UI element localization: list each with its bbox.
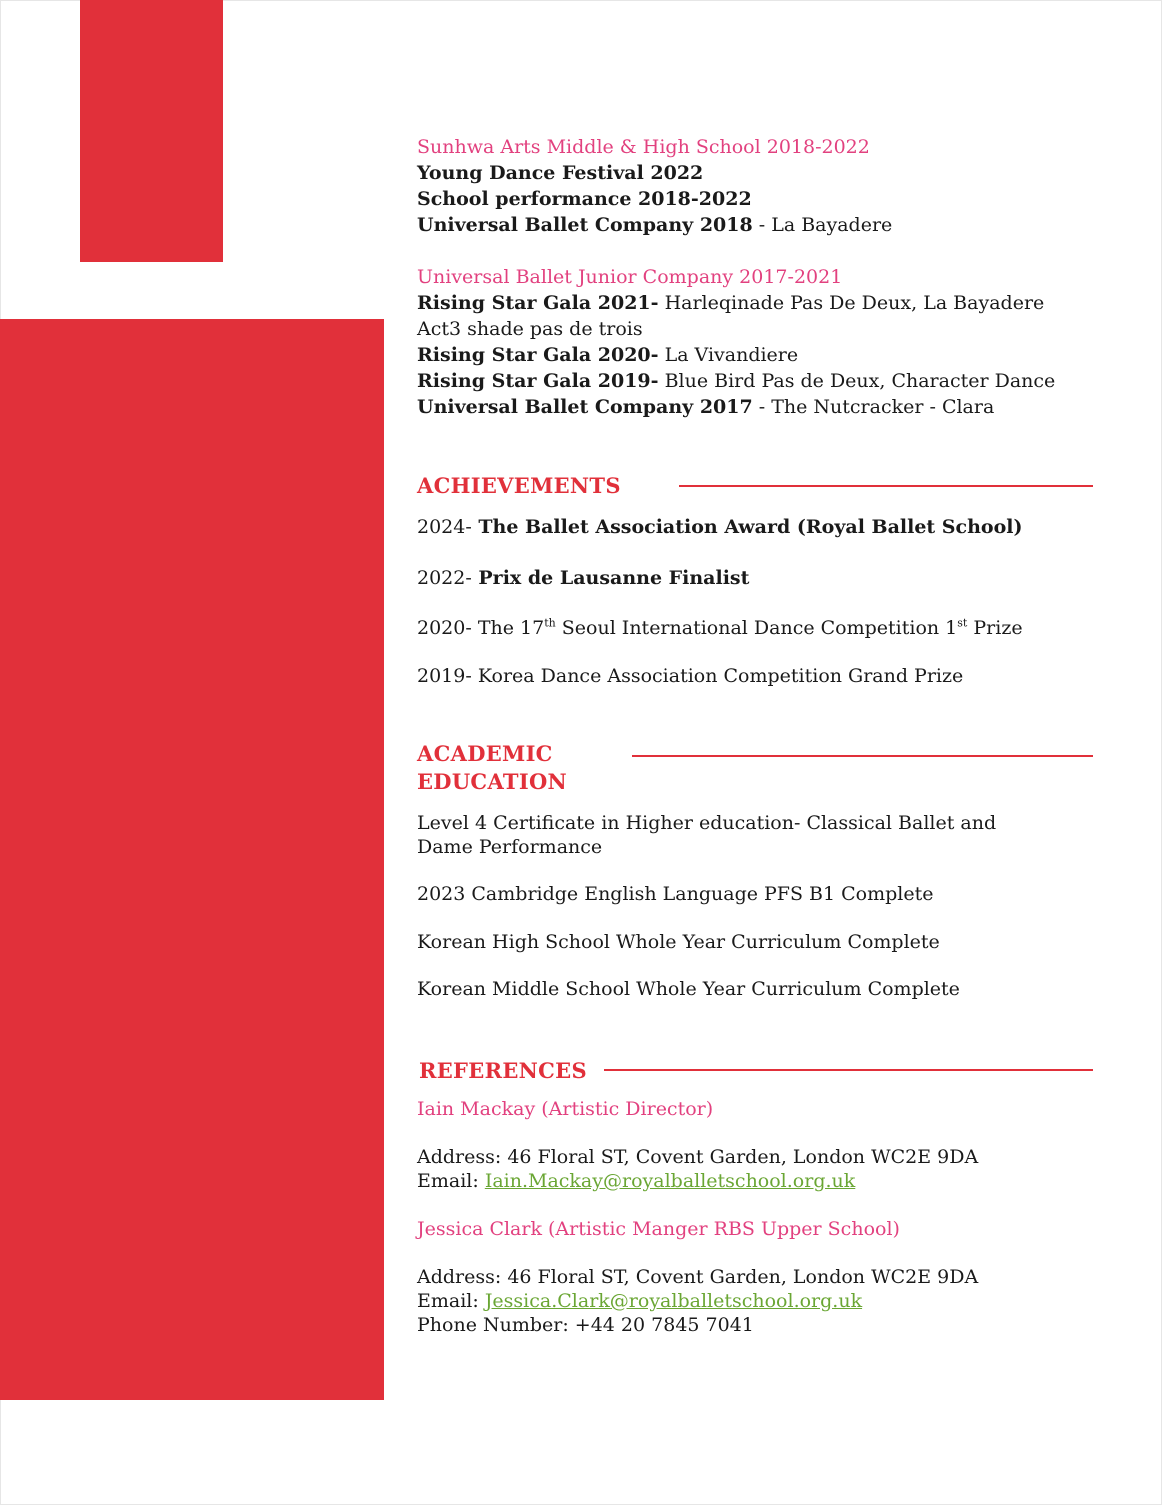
references-heading-row [419,1057,1099,1085]
performance-item: Rising Star Gala 2021- Harleqinade Pas De Deux, La Bayadere Act3 shade pas de trois [417,292,1045,340]
education-item: Korean Middle School Whole Year Curriculum Complete [417,978,960,1000]
email-link[interactable]: Jessica.Clark@royalballetschool.org.uk [484,1290,863,1312]
education-heading: ACADEMIC EDUCATION [417,741,568,794]
references-section [419,1057,1099,1085]
decorative-red-block-side [0,319,384,1400]
sunhwa-title: Sunhwa Arts Middle & High School 2018-2022 [417,136,870,158]
performance-item: School performance 2018-2022 [417,188,752,210]
education-item: Level 4 Certificate in Higher education- Classical Ballet and Dame Performance [417,812,997,858]
reference-phone: Phone Number: +44 20 7845 7041 [417,1314,754,1336]
sunhwa-group [417,134,1097,238]
performance-item: Universal Ballet Company 2018 - La Bayadere [417,214,893,236]
performance-item: Rising Star Gala 2020- La Vivandiere [417,344,799,366]
section-rule [604,1069,1093,1071]
achievement-item: 2024- The Ballet Association Award (Royal Ballet School) [417,516,1023,538]
reference-address: Address: 46 Floral ST, Covent Garden, London WC2E 9DA [417,1266,979,1288]
reference-name: Jessica Clark (Artistic Manger RBS Upper School) [417,1218,900,1240]
ubjc-group [417,264,1097,420]
section-rule [679,485,1093,487]
performance-section [417,134,1097,432]
education-heading-row [417,740,1097,796]
achievement-item: 2020- The 17th Seoul International Dance Competition 1st Prize [417,616,1023,639]
references-list [417,1097,1097,1337]
reference-email-line: Email: Iain.Mackay@royalballetschool.org.uk [417,1170,856,1192]
achievements-heading: ACHIEVEMENTS [417,473,621,498]
performance-item: Rising Star Gala 2019- Blue Bird Pas de Deux, Character Dance [417,370,1056,392]
reference-name: Iain Mackay (Artistic Director) [417,1098,714,1120]
section-rule [632,755,1093,757]
achievement-item: 2019- Korea Dance Association Competition Grand Prize [417,665,964,687]
ubjc-title: Universal Ballet Junior Company 2017-2021 [417,266,843,288]
achievements-heading-row [417,472,1097,500]
email-link[interactable]: Iain.Mackay@royalballetschool.org.uk [484,1170,856,1192]
achievements-section [417,472,1097,687]
education-item: 2023 Cambridge English Language PFS B1 Complete [417,883,934,905]
performance-item: Universal Ballet Company 2017 - The Nutcracker - Clara [417,396,995,418]
decorative-red-block-top [80,0,223,262]
performance-item: Young Dance Festival 2022 [417,162,704,184]
reference-email-line: Email: Jessica.Clark@royalballetschool.org.uk [417,1290,863,1312]
education-item: Korean High School Whole Year Curriculum Complete [417,931,940,953]
reference-address: Address: 46 Floral ST, Covent Garden, London WC2E 9DA [417,1146,979,1168]
achievement-item: 2022- Prix de Lausanne Finalist [417,567,750,589]
references-heading: REFERENCES [419,1058,587,1083]
education-section [417,740,1097,1000]
